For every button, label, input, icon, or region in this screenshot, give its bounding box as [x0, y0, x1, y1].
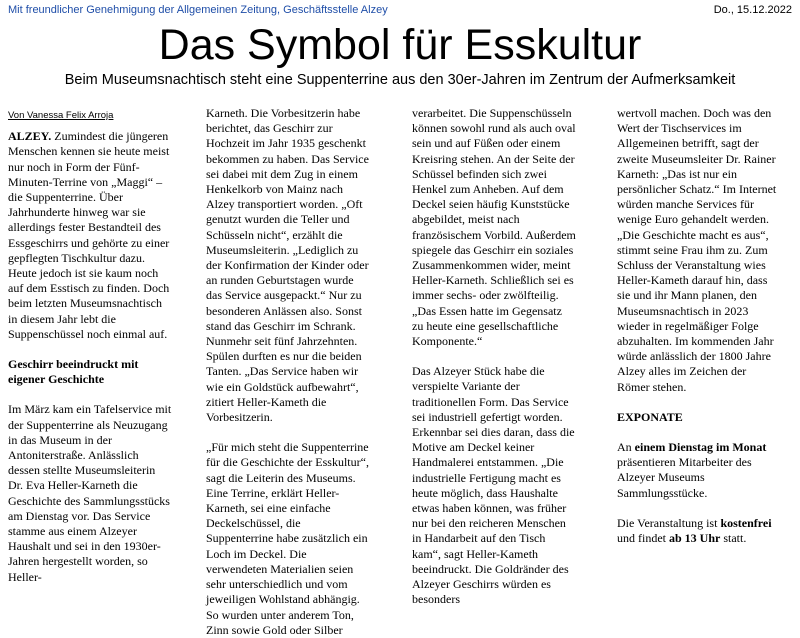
paragraph: Karneth. Die Vorbesitzerin habe berichtet, das Geschirr zur Hochzeit im Jahr 1935 geschenkt bekommen zu haben. Das Service sei dabei mit dem Zug in einem Henkelkorb von Mainz nach Alzey transportiert worden. „Oft genutzt wurden die Teller und Schüsseln nicht“, erzählt die Museumsleiterin. „Lediglich zu der Konfirmation der Kinder oder an runden Geburtstagen wurde das Service ausgepackt.“ Nur zu besonderen Anlässen also. Sonst stand das Geschirr im Schrank. Nunmehr seit fünf Jahrzehnten. Spülen durften es nur die beiden Tanten. „Das Service haben wir wie ein Goldstück aufbewahrt“, zitiert Heller-Kameth die Vorbesitzerin. — [206, 106, 369, 425]
article-column-4 — [617, 106, 781, 546]
paragraph: verarbeitet. Die Suppenschüsseln können sowohl rund als auch oval sein und auf Füßen oder einem Kreisring stehen. An der Seite der Schüssel befinden sich zwei Henkel zum Anheben. Auf dem Deckel seien häufig Kunststücke abgebildet, meist nach französischem Vorbild. Außerdem spiegele das Geschirr ein soziales Zusammenkommen wider, meint Heller-Karneth. Schließlich sei es immer sechs- oder zwölfteilig. „Das Essen hatte im Gegensatz zu heute eine gesellschaftliche Komponente.“ — [412, 106, 576, 349]
article-column-2 — [206, 106, 370, 638]
author-byline: Von Vanessa Felix Arroja — [8, 110, 114, 121]
info-box-heading: EXPONATE — [617, 409, 683, 424]
source-credit: Mit freundlicher Genehmigung der Allgemeinen Zeitung, Geschäftsstelle Alzey — [8, 4, 388, 16]
article-headline: Das Symbol für Esskultur — [158, 21, 642, 69]
top-bar — [8, 4, 792, 18]
article-subtitle: Beim Museumsnachtisch steht eine Suppenterrine aus den 30er-Jahren im Zentrum der Aufmerksamkeit — [64, 72, 736, 88]
publication-date: Do., 15.12.2022 — [713, 4, 792, 16]
article-column-1 — [8, 108, 172, 585]
dateline: ALZEY. — [8, 129, 52, 144]
paragraph: Das Alzeyer Stück habe die verspielte Variante der traditionellen Form. Das Service sei industriell gefertigt worden. Erkennbar sei dies daran, dass die Motive am Deckel keiner Handmalerei entstammen. „Die industrielle Fertigung macht es heute möglich, dass Haushalte etwas haben können, was früher nur bei den reicheren Menschen in Handarbeit auf den Tisch kam“, sagt Heller-Kameth beeindruckt. Die Goldränder des Alzeyer Geschirrs würden es besonders — [412, 364, 575, 607]
article-column-3 — [412, 106, 576, 608]
subheading: Geschirr beeindruckt mit eigener Geschichte — [8, 357, 139, 387]
info-paragraph: An einem Dienstag im Monat präsentieren Mitarbeiter des Alzeyer Museums Sammlungsstücke. — [617, 440, 767, 500]
paragraph: ALZEY. Zumindest die jüngeren Menschen kennen sie heute meist nur noch in Form der Fünf-Minuten-Terrine von „Maggi“ – die Suppenterrine. Über Jahrhunderte hinweg war sie allerdings fester Bestandteil des Essgeschirrs und gehörte zu einer gepflegten Tischkultur dazu. Heute jedoch ist sie kaum noch auf dem Esstisch zu finden. Doch beim letzten Museumsnachtisch in diesem Jahr lebt die Suppenschüssel noch einmal auf. — [8, 129, 170, 341]
paragraph: Im März kam ein Tafelservice mit der Suppenterrine als Neuzugang in das Museum in der Antoniterstraße. Anlässlich dessen stellte Museumsleiterin Dr. Eva Heller-Karneth die Geschichte des Sammlungsstücks am Dienstag vor. Das Service stamme aus einem Alzeyer Haushalt und sei in den 1930er-Jahren hergestellt worden, so Heller- — [8, 402, 172, 584]
paragraph: wertvoll machen. Doch was den Wert der Tischservices im Allgemeinen betrifft, sagt der zweite Museumsleiter Dr. Rainer Karneth: „Das ist nur ein persönlicher Schatz.“ Im Internet würden manche Services für wenige Euro gehandelt werden. „Die Geschichte macht es aus“, stimmt seine Frau ihm zu. Zum Schluss der Veranstaltung wies Heller-Kameth darauf hin, dass sie und ihr Mann planen, den Museumsnachtisch in 2023 wieder in regelmäßiger Folge abzuhalten. Im kommenden Jahr würde anlässlich der 1800 Jahre Alzey alles im Zeichen der Römer stehen. — [617, 106, 777, 394]
paragraph: „Für mich steht die Suppenterrine für die Geschichte der Esskultur“, sagt die Leiterin des Museums. Eine Terrine, erklärt Heller-Karneth, sei eine einfache Deckelschüssel, die Suppenterrine habe zusätzlich ein Loch im Deckel. Die verwendeten Materialien seien sehr unterschiedlich und vom jeweiligen Wohlstand abhängig. So wurden unter anderem Ton, Zinn sowie Gold oder Silber — [206, 440, 369, 637]
info-paragraph: Die Veranstaltung ist kostenfrei und findet ab 13 Uhr statt. — [617, 515, 772, 546]
